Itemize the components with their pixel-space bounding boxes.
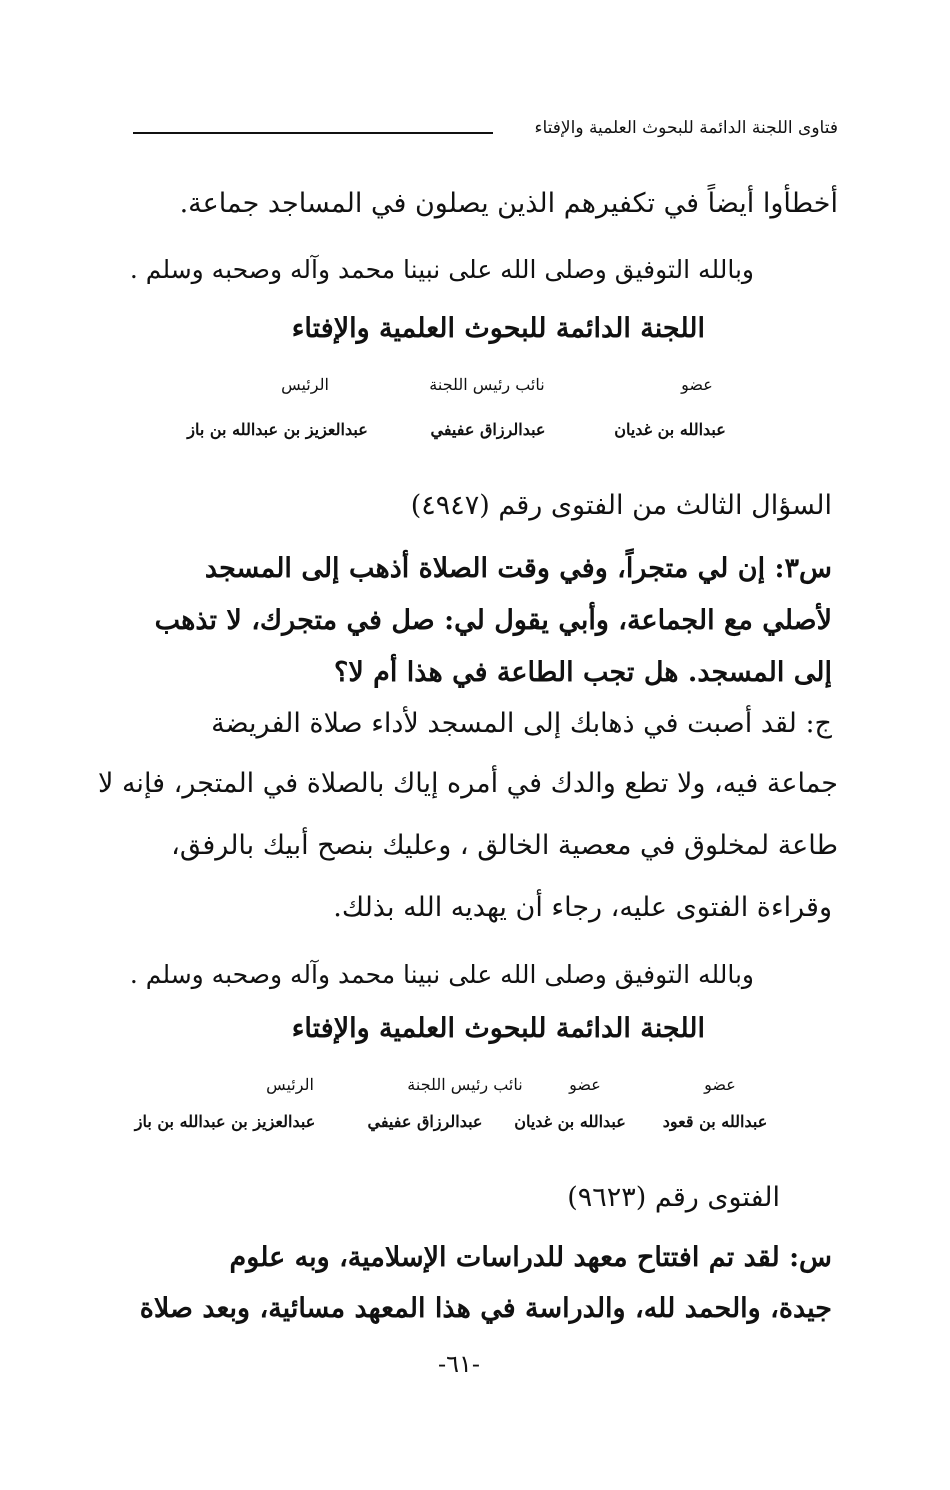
- signatory-role: الرئيس: [266, 1075, 314, 1094]
- signatory-name: عبدالرزاق عفيفي: [430, 420, 546, 439]
- closing-line: وبالله التوفيق وصلى الله على نبينا محمد وآله وصحبه وسلم .: [129, 255, 754, 284]
- question-line: س٣: إن لي متجراً، وفي وقت الصلاة أذهب إلى المسجد: [204, 553, 832, 584]
- signatory-role: الرئيس: [281, 375, 329, 394]
- signatory-role: نائب رئيس اللجنة: [429, 375, 545, 394]
- fatwa-heading: الفتوى رقم (٩٦٢٣): [567, 1182, 780, 1213]
- committee-title: اللجنة الدائمة للبحوث العلمية والإفتاء: [291, 313, 705, 344]
- question-line: إلى المسجد. هل تجب الطاعة في هذا أم لا؟: [334, 657, 832, 688]
- question-line: لأصلي مع الجماعة، وأبي يقول لي: صل في متجرك، لا تذهب: [154, 605, 832, 636]
- answer-line: وقراءة الفتوى عليه، رجاء أن يهديه الله بذلك.: [333, 892, 832, 923]
- signatory-name: عبدالرزاق عفيفي: [367, 1112, 483, 1131]
- page-number: -٦١-: [438, 1350, 480, 1378]
- signatory-name: عبدالله بن غديان: [614, 420, 726, 439]
- committee-title: اللجنة الدائمة للبحوث العلمية والإفتاء: [291, 1013, 705, 1044]
- running-header: فتاوى اللجنة الدائمة للبحوث العلمية والإفتاء: [534, 118, 838, 138]
- signatory-role: عضو: [681, 375, 713, 394]
- closing-line: وبالله التوفيق وصلى الله على نبينا محمد وآله وصحبه وسلم .: [129, 960, 754, 989]
- header-rule: [133, 132, 493, 134]
- signatory-name: عبدالله بن غديان: [514, 1112, 626, 1131]
- signatory-name: عبدالعزيز بن عبدالله بن باز: [187, 420, 368, 439]
- question-line: جيدة، والحمد لله، والدراسة في هذا المعهد مسائية، وبعد صلاة: [139, 1293, 832, 1324]
- fatwa-heading: السؤال الثالث من الفتوى رقم (٤٩٤٧): [410, 490, 832, 521]
- signatory-role: عضو: [704, 1075, 736, 1094]
- answer-line: طاعة لمخلوق في معصية الخالق ، وعليك بنصح أبيك بالرفق،: [171, 830, 838, 861]
- question-line: س: لقد تم افتتاح معهد للدراسات الإسلامية، وبه علوم: [229, 1242, 832, 1273]
- signatory-role: عضو: [569, 1075, 601, 1094]
- signatory-name: عبدالعزيز بن عبدالله بن باز: [134, 1112, 316, 1131]
- answer-line: جماعة فيه، ولا تطع والدك في أمره إياك بالصلاة في المتجر، فإنه لا: [97, 768, 838, 799]
- paragraph-line: أخطأوا أيضاً في تكفيرهم الذين يصلون في المساجد جماعة.: [179, 188, 838, 219]
- signatory-role: نائب رئيس اللجنة: [407, 1075, 523, 1094]
- answer-line: ج: لقد أصبت في ذهابك إلى المسجد لأداء صلاة الفريضة: [211, 708, 832, 739]
- signatory-name: عبدالله بن قعود: [662, 1112, 768, 1131]
